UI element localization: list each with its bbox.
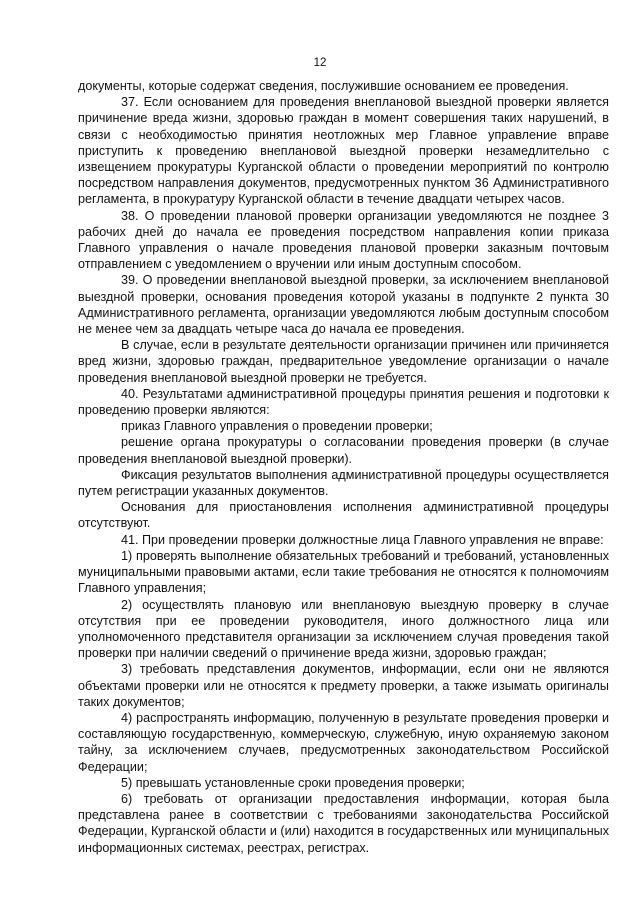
paragraph-41-item-6: 6) требовать от организации предоставления информации, которая была представлена ранее в соответствии с требованиями законодательства Российской Федерации, Курганской области и (или) находится в государственных или муниципальных информационных системах, реестрах, регистрах.: [78, 791, 609, 855]
paragraph-41-item-5: 5) превышать установленные сроки проведения проверки;: [121, 775, 465, 790]
paragraph-continuation: документы, которые содержат сведения, послужившие основанием ее проведения.: [78, 79, 569, 93]
paragraph-40-item-decision: решение органа прокуратуры о согласовании проведения проверки (в случае проведения внеплановой выездной проверки).: [78, 435, 609, 466]
paragraph-41-item-4: 4) распространять информацию, полученную в результате проведения проверки и составляющую государственную, коммерческую, служебную, иную охраняемую законом тайну, за исключением случаев, предусмотренных законодательством Российской Федерации;: [78, 710, 609, 774]
page-number: 12: [313, 57, 327, 69]
paragraph-41: 41. При проведении проверки должностные лица Главного управления не вправе:: [121, 532, 604, 547]
paragraph-40-item-order: приказ Главного управления о проведении проверки;: [121, 419, 433, 434]
paragraph-39-case: В случае, если в результате деятельности организации причинен или причиняется вред жизни, здоровью граждан, предварительное уведомление организации о начале проведения внеплановой выездной проверки не требуется.: [78, 338, 609, 385]
paragraph-40-fixation: Фиксация результатов выполнения административной процедуры осуществляется путем регистрации указанных документов.: [78, 467, 609, 499]
paragraph-39: 39. О проведении внеплановой выездной проверки, за исключением внеплановой выездной проверки, основания проведения которой указаны в подпункте 2 пункта 30 Административного регламента, организации уведомляются любым доступным способом не менее чем за двадцать четыре часа до начала ее проведения.: [78, 273, 609, 337]
paragraph-37: 37. Если основанием для проведения внеплановой выездной проверки является причинение вреда жизни, здоровью граждан в момент совершения таких нарушений, в связи с необходимостью принятия неотложных мер Главное управление вправе приступить к проведению внеплановой выездной проверки незамедлительно с извещением прокуратуры Курганской области о проведении мероприятий по контролю посредством направления документов, предусмотренных пунктом 36 Административного регламента, в прокуратуру Курганской области в течение двадцати четырех часов.: [78, 95, 609, 207]
document-body: [78, 78, 609, 856]
paragraph-41-item-3: 3) требовать представления документов, информации, если они не являются объектами проверки или не относятся к предмету проверки, а также изымать оригиналы таких документов;: [78, 662, 609, 709]
paragraph-40: 40. Результатами административной процедуры принятия решения и подготовки к проведению проверки являются:: [78, 386, 609, 418]
paragraph-40-suspension: Основания для приостановления исполнения административной процедуры отсутствуют.: [78, 500, 609, 531]
paragraph-41-item-2: 2) осуществлять плановую или внеплановую выездную проверку в случае отсутствия при ее проведении руководителя, иного должностного лица или уполномоченного представителя организации за исключением случая проведения такой проверки при наличии сведений о причинение вреда жизни, здоровью граждан;: [78, 597, 609, 661]
paragraph-38: 38. О проведении плановой проверки организации уведомляются не позднее 3 рабочих дней до начала ее проведения посредством направления копии приказа Главного управления о начале проведения плановой проверки заказным почтовым отправлением с уведомлением о вручении или иным доступным способом.: [78, 208, 609, 272]
paragraph-41-item-1: 1) проверять выполнение обязательных требований и требований, установленных муниципальными правовыми актами, если такие требования не относятся к полномочиям Главного управления;: [78, 548, 609, 596]
